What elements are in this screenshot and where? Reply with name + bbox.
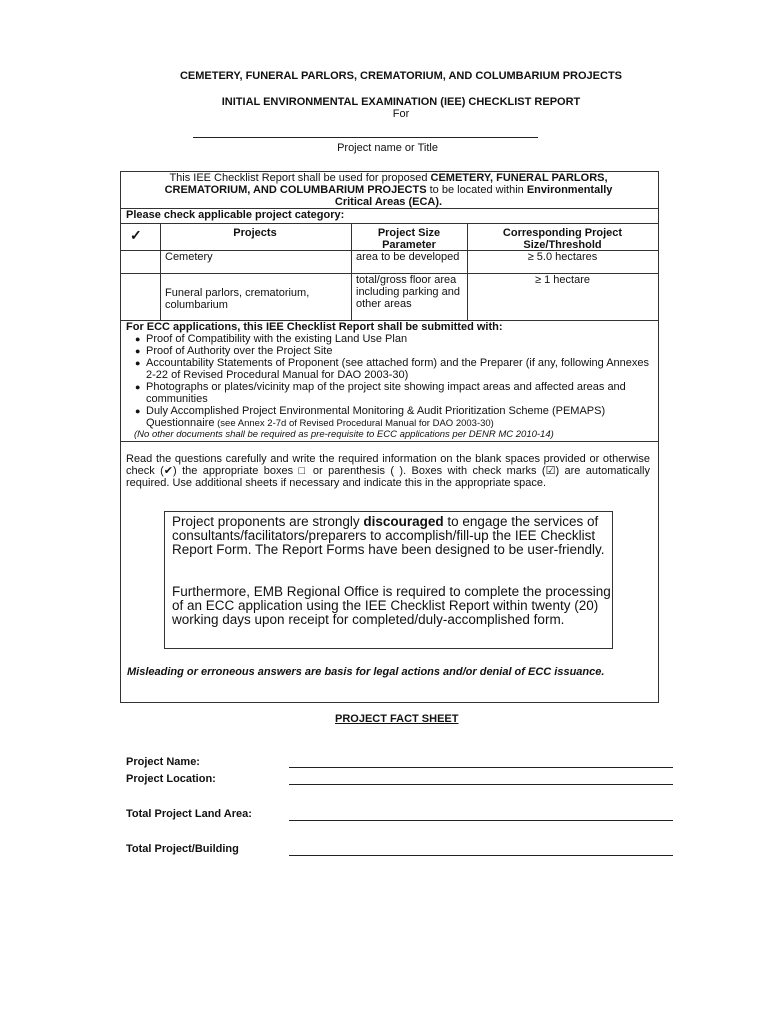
instructions-text: Read the questions carefully and write the required information on the blank spaces provided or otherwise check (✔) the appropriate boxes □ or parenthesis ( ). Boxes with check marks (☑) are automatically required. Use additional sheets if necessary and indicate this in the appropriate space. — [126, 453, 650, 489]
building-field[interactable] — [289, 855, 673, 856]
notice-paragraph-1: Project proponents are strongly discouraged to engage the services of consultants/facilitators/preparers to accomplish/fill-up the IEE Checklist Report Form. The Report Forms have been designed to be user-friendly. — [172, 514, 605, 557]
warning-text: Misleading or erroneous answers are basis for legal actions and/or denial of ECC issuance. — [127, 666, 605, 678]
row-threshold: ≥ 5.0 hectares — [527, 251, 598, 263]
row-project-cemetery: Cemetery — [165, 251, 213, 263]
notice-paragraph-2: Furthermore, EMB Regional Office is required to complete the processing of an ECC application using the IEE Checklist Report within twenty (20) working days upon receipt for completed/duly-accomplished form. — [172, 584, 611, 627]
land-area-field[interactable] — [289, 820, 673, 821]
row-parameter: total/gross floor area including parking and other areas — [356, 274, 460, 310]
project-location-field[interactable] — [289, 784, 673, 785]
divider — [120, 441, 658, 442]
column-header-projects: Projects — [233, 227, 277, 239]
check-column-icon: ✓ — [130, 227, 142, 243]
list-item: ● Proof of Authority over the Project Site — [135, 345, 333, 357]
list-item: ● Duly Accomplished Project Environmental Monitoring & Audit Prioritization Scheme (PEMAPS) Questionnaire (see Annex 2-7d of Revised Procedural Manual for DAO 2003-30) — [135, 405, 606, 429]
intro-part: This IEE Checklist Report shall be used for proposed — [169, 172, 431, 184]
list-item: ● Proof of Compatibility with the existing Land Use Plan — [135, 333, 408, 345]
intro-text — [122, 172, 655, 208]
report-subtitle: INITIAL ENVIRONMENTAL EXAMINATION (IEE) CHECKLIST REPORT — [221, 96, 581, 108]
row-checkbox[interactable] — [123, 278, 157, 316]
project-name-field[interactable] — [289, 767, 673, 768]
intro-part-bold: CEMETERY, FUNERAL PARLORS, — [430, 172, 608, 184]
list-item: ● Photographs or plates/vicinity map of the project site showing impact areas and affected areas and communities — [135, 381, 626, 405]
project-location-label: Project Location: — [126, 773, 216, 785]
intro-part-bold: Critical Areas (ECA). — [334, 196, 443, 208]
fact-sheet-title: PROJECT FACT SHEET — [335, 713, 459, 725]
intro-part: to be located within — [426, 184, 527, 196]
project-title-blank-line[interactable] — [193, 137, 538, 138]
row-checkbox[interactable] — [123, 253, 157, 270]
intro-part-bold: Environmentally — [526, 184, 613, 196]
table-col-line — [160, 223, 161, 320]
submission-list — [135, 333, 656, 430]
project-name-label: Project Name: — [126, 756, 200, 768]
land-area-label: Total Project Land Area: — [126, 808, 252, 820]
row-threshold: ≥ 1 hectare — [535, 274, 590, 286]
project-title-caption: Project name or Title — [337, 142, 438, 154]
row-parameter: area to be developed — [356, 251, 460, 263]
list-item: ● Accountability Statements of Proponent (see attached form) and the Preparer (if any, following Annexes 2-22 of Revised Procedural Manual for DAO 2003-30) — [135, 357, 650, 381]
table-col-line — [351, 223, 352, 320]
intro-part-bold: CREMATORIUM, AND COLUMBARIUM PROJECTS — [164, 184, 427, 196]
column-header-threshold: Corresponding Project Size/Threshold — [502, 227, 623, 251]
document-title: CEMETERY, FUNERAL PARLORS, CREMATORIUM, AND COLUMBARIUM PROJECTS — [179, 70, 623, 82]
building-label: Total Project/Building — [126, 843, 239, 855]
row-project-funeral: Funeral parlors, crematorium, columbarium — [165, 287, 310, 311]
submission-footnote: (No other documents shall be required as pre-requisite to ECC applications per DENR MC 2010-14) — [134, 429, 554, 440]
divider — [120, 223, 658, 224]
category-prompt: Please check applicable project category: — [126, 209, 345, 221]
submission-heading: For ECC applications, this IEE Checklist Report shall be submitted with: — [126, 321, 503, 333]
table-col-line — [467, 223, 468, 320]
for-label: For — [392, 108, 410, 120]
column-header-size-parameter: Project Size Parameter — [377, 227, 441, 251]
